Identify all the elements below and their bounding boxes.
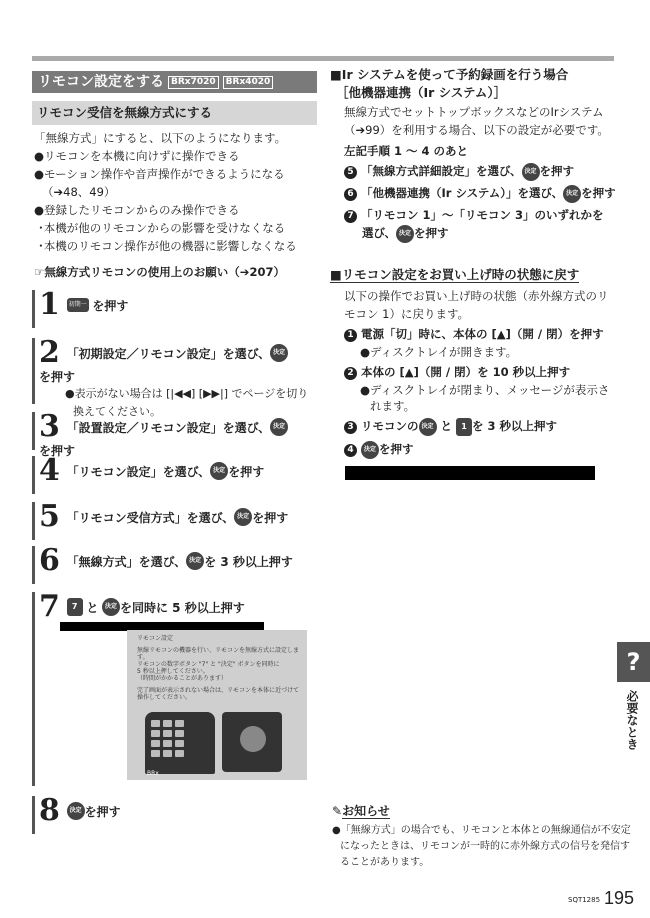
step-1 <box>32 287 318 328</box>
menu-button-icon: 初期一覧 <box>67 298 89 312</box>
screen-footer: BRx <box>147 770 159 777</box>
reset-item-number: 2 <box>344 367 357 380</box>
bullet-3a: ･本機が他のリモコンからの影響を受けなくなる <box>38 221 286 235</box>
hand-icon: ☞ <box>34 265 45 279</box>
step-text-2: を押す <box>84 804 121 819</box>
step-number: 6 <box>39 543 60 578</box>
help-tab-icon: ? <box>617 642 650 682</box>
step-number: 2 <box>39 335 60 370</box>
remote-control-illustration <box>145 712 215 774</box>
reset-item-text: 本体の [▲]（開 / 閉）を 10 秒以上押す <box>361 365 571 379</box>
screen-line: す。 <box>137 654 149 661</box>
section-heading: リモコン受信を無線方式にする <box>32 101 317 125</box>
ir-item-7 <box>344 206 604 224</box>
settings-screen-illustration <box>127 630 307 780</box>
bullet-2: ●モーション操作や音声操作ができるようになる <box>34 167 285 181</box>
number-7-button-icon: 7 <box>67 598 83 616</box>
bullet-3b: ･本機のリモコン操作が他の機器に影響しなくなる <box>38 239 297 253</box>
reset-item-number: 3 <box>344 421 357 434</box>
ir-item-7-cont <box>362 224 449 243</box>
step-sub-2: 換えてください。 <box>73 405 161 418</box>
enter-button-icon: 決定 <box>234 508 252 526</box>
step-4 <box>32 453 318 494</box>
ir-item-number: 6 <box>344 188 357 201</box>
screen-title: リモコン設定 <box>137 635 174 642</box>
step-text-and: と <box>86 600 99 615</box>
number-1-button-icon: 1 <box>456 418 472 436</box>
step-text-2: を押す <box>39 444 76 458</box>
reset-item-text-2: を 3 秒以上押す <box>472 419 558 433</box>
notice-line-1: ●「無線方式」の場合でも、リモコンと本体との無線通信が不安定 <box>332 825 631 836</box>
step-5 <box>32 499 318 540</box>
step-8 <box>32 793 318 834</box>
notice-title <box>332 802 390 820</box>
step-text: 「設置設定／リモコン設定」を選び、 <box>66 420 271 435</box>
reset-paragraph-2: モコン 1）に戻ります。 <box>344 307 470 321</box>
reset-item-1-sub: ●ディスクトレイが開きます。 <box>360 345 518 359</box>
redacted-bar-right <box>345 466 595 480</box>
enter-button-icon: 決定 <box>67 802 85 820</box>
step-number: 8 <box>39 793 60 828</box>
ir-item-text-2: を押す <box>414 226 449 240</box>
step-text-2: を 3 秒以上押す <box>204 554 293 569</box>
reset-item-text: 電源「切」時に、本体の [▲]（開 / 閉）を押す <box>361 327 604 341</box>
reset-item-text: リモコンの <box>361 419 419 433</box>
ir-paragraph-2: （➔99）を利用する場合、以下の設定が必要です。 <box>344 123 609 137</box>
pencil-icon: ✎ <box>332 804 343 818</box>
step-text: 「無線方式」を選び、 <box>66 554 187 569</box>
enter-button-icon: 決定 <box>102 598 120 616</box>
reset-item-text-2: を押す <box>379 442 414 456</box>
reset-item-3 <box>344 417 557 436</box>
screen-line: 5 秒以上押してください。 <box>137 668 209 675</box>
step-text: を押す <box>92 298 129 313</box>
step-text-2: を押す <box>39 370 76 384</box>
screen-line: 無線リモコンの機器を行い、リモコンを無線方式に設定しま <box>137 647 300 654</box>
step-text-2: を同時に 5 秒以上押す <box>119 600 245 615</box>
reset-item-4 <box>344 440 414 459</box>
ir-system-subheading: ［他機器連携（Ir システム）］ <box>336 85 507 100</box>
step-6 <box>32 543 318 584</box>
ir-item-number: 5 <box>344 166 357 179</box>
reset-paragraph-1: 以下の操作でお買い上げ時の状態（赤外線方式のリ <box>344 289 609 303</box>
reset-heading <box>330 266 579 284</box>
reset-item-and: と <box>440 419 453 433</box>
page-number: 195 <box>604 888 635 908</box>
enter-button-icon: 決定 <box>186 552 204 570</box>
ir-system-heading: ■Ir システムを使って予約録画を行う場合 <box>330 67 569 82</box>
side-tab-label: 必要なとき <box>625 690 639 750</box>
enter-button-icon: 決定 <box>563 185 581 203</box>
ir-item-text: 「他機器連携（Ir システム）」を選び、 <box>361 186 564 200</box>
remote-top-illustration <box>222 712 282 772</box>
enter-button-icon: 決定 <box>270 418 288 436</box>
top-rule <box>32 56 614 61</box>
enter-button-icon: 決定 <box>210 462 228 480</box>
ir-item-number: 7 <box>344 210 357 223</box>
ir-item-text: 「無線方式詳細設定」を選び、 <box>361 164 522 178</box>
model-tag-1: BRx7020 <box>168 76 219 89</box>
step-2 <box>32 335 318 418</box>
notice-title-text: お知らせ <box>342 804 390 818</box>
step-text-2: を押す <box>252 510 289 525</box>
step-number: 1 <box>39 287 60 322</box>
reset-item-2-sub2: れます。 <box>370 399 416 413</box>
step-number: 5 <box>39 499 60 534</box>
page-title-text: リモコン設定をする <box>38 74 164 90</box>
enter-button-icon: 決定 <box>419 418 437 436</box>
screen-line: 完了画面が表示されない場合は、リモコンを本体に近づけて <box>137 687 300 694</box>
enter-button-icon: 決定 <box>270 344 288 362</box>
bullet-3: ●登録したリモコンからのみ操作できる <box>34 203 240 217</box>
ir-paragraph-1: 無線方式でセットトップボックスなどのIrシステム <box>344 105 604 119</box>
ir-item-text-2: を押す <box>581 186 616 200</box>
usage-note <box>34 263 285 281</box>
model-tag-2: BRx4020 <box>223 76 274 89</box>
enter-button-icon: 決定 <box>396 225 414 243</box>
reset-item-2-sub: ●ディスクトレイが閉まり、メッセージが表示さ <box>360 383 610 397</box>
screen-line: 操作してください。 <box>137 694 192 701</box>
step-number: 7 <box>39 589 60 624</box>
ir-paragraph-3: 左記手順 1 ～ 4 のあと <box>344 144 469 158</box>
notice-line-2: になったときは、リモコンが一時的に赤外線方式の信号を発信す <box>340 841 630 852</box>
doc-code: SQT1285 <box>568 896 601 904</box>
reset-item-1 <box>344 325 604 343</box>
enter-button-icon: 決定 <box>361 441 379 459</box>
intro-text: 「無線方式」にすると、以下のようになります。 <box>34 131 287 145</box>
reset-item-number: 4 <box>344 444 357 457</box>
step-text: 「リモコン受信方式」を選び、 <box>66 510 235 525</box>
ir-item-text: 「リモコン 1」～「リモコン 3」のいずれかを <box>361 208 604 222</box>
notice-line-3: ることがあります。 <box>340 857 430 868</box>
screen-line: （時間がかかることがあります） <box>137 675 228 682</box>
enter-button-icon: 決定 <box>522 163 540 181</box>
reset-item-2 <box>344 363 570 381</box>
ir-item-text-2: を押す <box>539 164 575 178</box>
reset-item-number: 1 <box>344 329 357 342</box>
ir-item-6 <box>344 184 616 203</box>
ir-item-text-3: 選び、 <box>362 226 397 240</box>
bullet-1: ●リモコンを本機に向けずに操作できる <box>34 149 240 163</box>
step-text: 「初期設定／リモコン設定」を選び、 <box>66 346 271 361</box>
reset-heading-text: ■リモコン設定をお買い上げ時の状態に戻す <box>330 267 580 282</box>
step-text: 「リモコン設定」を選び、 <box>66 464 211 479</box>
step-text-2: を押す <box>228 464 265 479</box>
step-number: 3 <box>39 409 60 444</box>
step-sub-1: ●表示がない場合は [|◀◀] [▶▶|] でページを切り <box>65 387 309 400</box>
ir-item-5 <box>344 162 574 181</box>
page-title <box>32 71 317 93</box>
usage-note-text: 無線方式リモコンの使用上のお願い（➔207） <box>44 265 285 279</box>
bullet-2-ref: （➔48、49） <box>42 185 116 199</box>
step-number: 4 <box>39 453 60 488</box>
screen-line: リモコンの数字ボタン "7" と "決定" ボタンを同時に <box>137 661 280 668</box>
